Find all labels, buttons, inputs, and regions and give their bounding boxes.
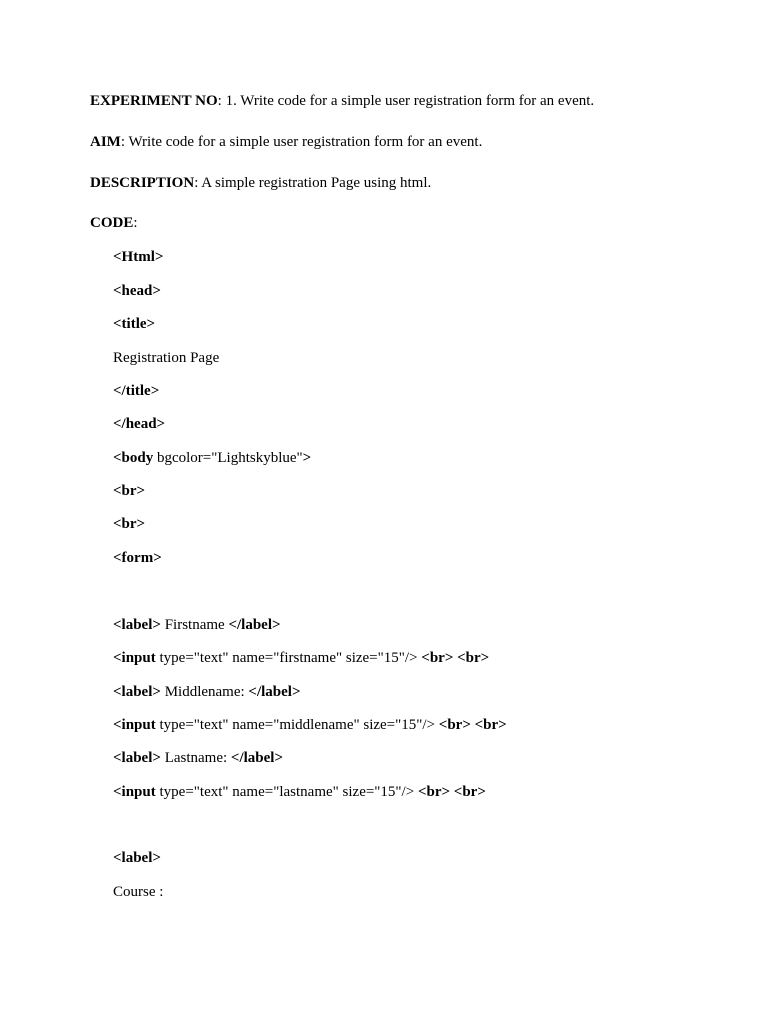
input-tag: <input bbox=[113, 784, 156, 800]
code-line-html-open bbox=[113, 249, 163, 266]
code-line-course-text bbox=[113, 884, 163, 901]
code-line-label-middlename bbox=[113, 684, 301, 701]
head-close-tag: </head> bbox=[113, 416, 166, 432]
input-middlename-attrs: type="text" name="middlename" size="15"/> bbox=[155, 717, 439, 733]
input-tag: <input bbox=[113, 650, 156, 666]
label-open-tag: <label> bbox=[113, 850, 161, 866]
title-text: Registration Page bbox=[113, 350, 220, 366]
code-line-input-lastname bbox=[113, 784, 486, 801]
html-open-tag: <Html> bbox=[113, 249, 164, 265]
body-tag: <body bbox=[113, 450, 154, 466]
code-line-head-close bbox=[113, 416, 165, 433]
input-lastname-attrs: type="text" name="lastname" size="15"/> bbox=[155, 784, 418, 800]
course-text: Course : bbox=[113, 884, 164, 900]
br-tag: <br> bbox=[113, 483, 146, 499]
description-text: : A simple registration Page using html. bbox=[194, 175, 432, 191]
code-line-form-open bbox=[113, 550, 162, 567]
label-close-tag: </label> bbox=[230, 750, 284, 766]
br-tag: <br> bbox=[421, 650, 454, 666]
input-tag: <input bbox=[113, 717, 156, 733]
form-open-tag: <form> bbox=[113, 550, 162, 566]
code-line-label-lastname bbox=[113, 750, 283, 767]
body-attr: bgcolor="Lightskyblue" bbox=[153, 450, 303, 466]
code-line-br-1 bbox=[113, 483, 145, 500]
input-firstname-attrs: type="text" name="firstname" size="15"/> bbox=[155, 650, 422, 666]
label-open-tag: <label> bbox=[113, 684, 161, 700]
code-line-input-firstname bbox=[113, 650, 489, 667]
code-line-head-open bbox=[113, 283, 161, 300]
code-line-title-open bbox=[113, 316, 155, 333]
code-line-input-middlename bbox=[113, 717, 507, 734]
br-tag: <br> bbox=[474, 717, 507, 733]
code-line-title-close bbox=[113, 383, 159, 400]
lastname-text: Lastname: bbox=[160, 750, 231, 766]
experiment-line bbox=[90, 93, 594, 110]
br-tag: <br> bbox=[457, 650, 490, 666]
br-tag: <br> bbox=[113, 516, 146, 532]
head-open-tag: <head> bbox=[113, 283, 161, 299]
code-colon: : bbox=[133, 215, 138, 231]
body-tag-end: > bbox=[302, 450, 312, 466]
aim-line bbox=[90, 134, 482, 151]
br-tag: <br> bbox=[417, 784, 451, 800]
code-heading bbox=[90, 215, 138, 232]
code-label: CODE bbox=[90, 215, 134, 231]
title-open-tag: <title> bbox=[113, 316, 156, 332]
firstname-text: Firstname bbox=[160, 617, 229, 633]
br-tag: <br> bbox=[438, 717, 471, 733]
label-close-tag: </label> bbox=[228, 617, 281, 633]
aim-text: : Write code for a simple user registration form for an event. bbox=[120, 134, 483, 150]
experiment-text: : 1. Write code for a simple user registration form for an event. bbox=[217, 93, 595, 109]
middlename-text: Middlename: bbox=[160, 684, 249, 700]
aim-label: AIM bbox=[90, 134, 121, 150]
code-line-label-course bbox=[113, 850, 161, 867]
description-line bbox=[90, 175, 431, 192]
label-close-tag: </label> bbox=[248, 684, 301, 700]
description-label: DESCRIPTION bbox=[90, 175, 195, 191]
code-line-br-2 bbox=[113, 516, 145, 533]
code-line-label-firstname bbox=[113, 617, 281, 634]
label-open-tag: <label> bbox=[113, 750, 161, 766]
code-line-body bbox=[113, 450, 311, 467]
br-tag: <br> bbox=[453, 784, 486, 800]
experiment-label: EXPERIMENT NO bbox=[90, 93, 218, 109]
code-line-title-text bbox=[113, 350, 219, 367]
label-open-tag: <label> bbox=[113, 617, 161, 633]
title-close-tag: </title> bbox=[113, 383, 160, 399]
